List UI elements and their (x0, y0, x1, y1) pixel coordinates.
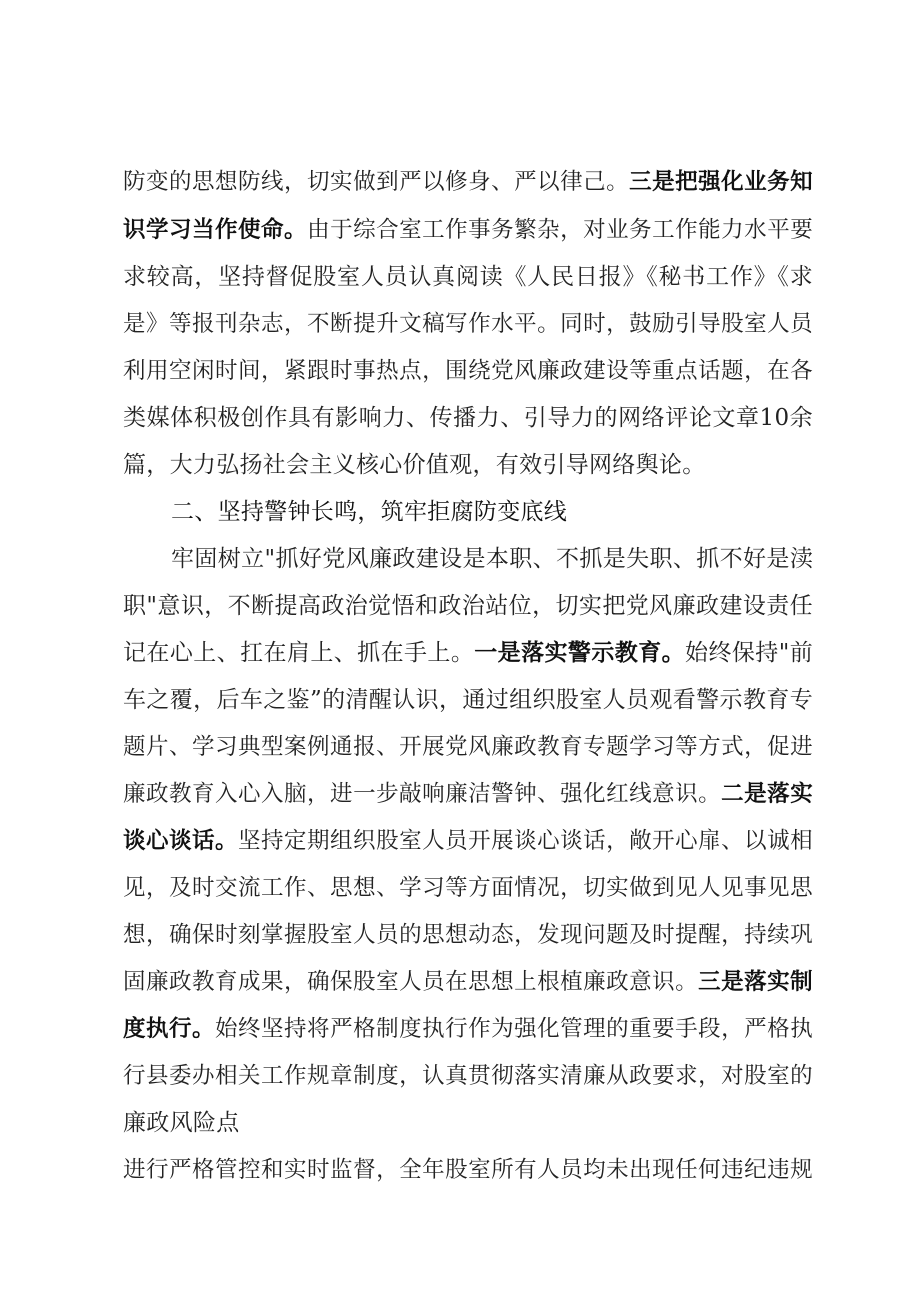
paragraph-line (123, 167, 813, 197)
paragraph-line: 求较高，坚持督促股室人员认真阅读《人民日报》《秘书工作》《求 (123, 264, 813, 290)
paragraph-line: 篇，大力弘扬社会主义核心价值观，有效引导网络舆论。 (123, 452, 706, 478)
paragraph-line (123, 215, 813, 245)
text-run: 由于综合室工作事务繁杂，对业务工作能力水平要 (307, 217, 813, 243)
paragraph-line (123, 826, 813, 856)
paragraph-line: 题片、学习典型案例通报、开展党风廉政教育专题学习等方式，促进 (123, 734, 813, 760)
paragraph-line: 车之覆，后车之鉴”的清醒认识，通过组织股室人员观看警示教育专 (123, 687, 813, 713)
text-run: 记在心上、扛在肩上、抓在手上。 (123, 640, 475, 666)
text-run: 防变的思想防线，切实做到严以修身、严以律己。 (123, 169, 630, 195)
paragraph-line: 见，及时交流工作、思想、学习等方面情况，切实做到见人见事见思 (123, 875, 813, 901)
paragraph-line (123, 1014, 813, 1044)
text-run: 廉政教育入心入脑，进一步敲响廉洁警钟、强化红线意识。 (123, 781, 722, 807)
paragraph-line: 是》等报刊杂志，不断提升文稿写作水平。同时，鼓励引导股室人员 (123, 311, 813, 337)
paragraph-line: 想，确保时刻掌握股室人员的思想动态，发现问题及时提醒，持续巩 (123, 922, 813, 948)
paragraph-line: 类媒体积极创作具有影响力、传播力、引导力的网络评论文章10余 (123, 405, 813, 431)
paragraph-line (123, 779, 813, 809)
paragraph-line: 廉政风险点 (123, 1110, 240, 1136)
text-run: 始终保持"前 (685, 640, 813, 666)
text-run: 始终坚持将严格制度执行作为强化管理的重要手段，严格执 (215, 1016, 813, 1042)
text-run: 固廉政教育成果，确保股室人员在思想上根植廉政意识。 (123, 969, 699, 995)
bold-lead: 二是落实 (721, 781, 813, 807)
paragraph-line (123, 638, 813, 668)
bold-lead: 三是落实制 (698, 969, 813, 995)
paragraph-line (123, 967, 813, 997)
paragraph-line: 职"意识，不断提高政治觉悟和政治站位，切实把党风廉政建设责任 (123, 593, 813, 619)
paragraph-line: 利用空闲时间，紧跟时事热点，围绕党风廉政建设等重点话题，在各 (123, 358, 813, 384)
bold-lead: 度执行。 (123, 1016, 216, 1042)
paragraph-line: 牢固树立"抓好党风廉政建设是本职、不抓是失职、抓不好是渎 (171, 546, 813, 572)
text-run: 坚持定期组织股室人员开展谈心谈话，敞开心扉、以诚相 (238, 828, 813, 854)
paragraph-line: 行县委办相关工作规章制度，认真贯彻落实清廉从政要求，对股室的 (123, 1063, 813, 1089)
bold-lead: 谈心谈话。 (123, 828, 239, 854)
bold-lead: 一是落实警示教育。 (474, 639, 686, 666)
bold-lead: 三是把强化业务知 (629, 169, 813, 195)
paragraph-line: 进行严格管控和实时监督，全年股室所有人员均未出现任何违纪违规 (123, 1157, 813, 1183)
bold-lead: 识学习当作使命。 (123, 217, 308, 243)
section-heading: 二、坚持警钟长鸣，筑牢拒腐防变底线 (171, 499, 568, 525)
